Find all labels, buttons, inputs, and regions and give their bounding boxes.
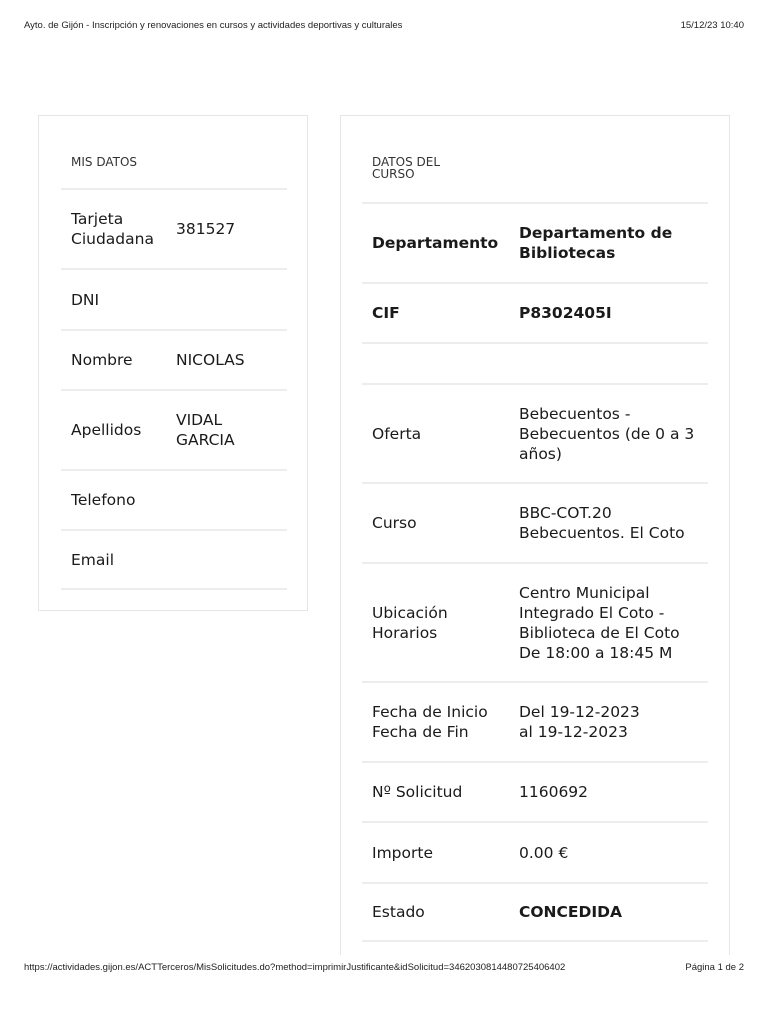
- label-dni: DNI: [71, 290, 100, 309]
- label-email: Email: [71, 550, 115, 569]
- mis-datos-card: [38, 115, 308, 611]
- row-solicitud: [362, 761, 708, 821]
- row-nombre: [61, 329, 287, 389]
- label-oferta: Oferta: [372, 424, 422, 443]
- print-footer-page-number: Página 1 de 2: [685, 962, 744, 973]
- value-estado: CONCEDIDA: [519, 903, 622, 921]
- value-nombre: NICOLAS: [176, 351, 245, 369]
- row-estado: [362, 882, 708, 942]
- row-tarjeta-ciudadana: [61, 188, 287, 268]
- row-dni: [61, 268, 287, 329]
- value-tarjeta-ciudadana: 381527: [176, 220, 236, 238]
- value-apellidos: VIDAL GARCIA: [176, 411, 235, 449]
- print-header: [24, 20, 744, 34]
- datos-curso-rows: [362, 202, 708, 942]
- value-oferta: Bebecuentos - Bebecuentos (de 0 a 3 años): [519, 404, 695, 463]
- label-fechas: Fecha de Inicio Fecha de Fin: [372, 703, 488, 741]
- label-tarjeta-ciudadana: Tarjeta Ciudadana: [71, 210, 154, 248]
- row-telefono: [61, 469, 287, 529]
- value-fechas: Del 19-12-2023 al 19-12-2023: [519, 703, 640, 741]
- datos-curso-card: [340, 115, 730, 955]
- mis-datos-title: MIS DATOS: [71, 155, 138, 169]
- row-curso: [362, 482, 708, 562]
- row-apellidos: [61, 389, 287, 469]
- value-ubicacion-horarios: Centro Municipal Integrado El Coto - Biblioteca de El Coto De 18:00 a 18:45 M: [519, 583, 680, 662]
- print-footer: [24, 962, 744, 976]
- print-header-title: Ayto. de Gijón - Inscripción y renovaciones en cursos y actividades deportivas y culturales: [24, 20, 403, 31]
- datos-curso-title: DATOS DEL CURSO: [372, 155, 441, 181]
- label-telefono: Telefono: [71, 491, 136, 509]
- row-importe: [362, 821, 708, 882]
- label-curso: Curso: [372, 514, 417, 532]
- label-importe: Importe: [372, 843, 433, 862]
- label-ubicacion-horarios: Ubicación Horarios: [372, 603, 448, 642]
- row-fechas: [362, 681, 708, 761]
- row-empty: [362, 342, 708, 383]
- print-footer-url: https://actividades.gijon.es/ACTTerceros/MisSolicitudes.do?method=imprimirJustificante&idSolicitud=3462030814480725406402: [24, 962, 566, 973]
- label-cif: CIF: [372, 304, 400, 322]
- label-nombre: Nombre: [71, 351, 133, 369]
- value-importe: 0.00 €: [519, 843, 569, 862]
- label-estado: Estado: [372, 903, 425, 921]
- row-email: [61, 529, 287, 590]
- label-apellidos: Apellidos: [71, 421, 142, 439]
- label-departamento: Departamento: [372, 234, 499, 252]
- value-curso: BBC-COT.20 Bebecuentos. El Coto: [519, 504, 685, 542]
- label-solicitud: Nº Solicitud: [372, 783, 463, 801]
- value-cif: P8302405I: [519, 304, 612, 322]
- mis-datos-rows: [61, 188, 287, 590]
- row-oferta: [362, 383, 708, 482]
- value-solicitud: 1160692: [519, 783, 589, 801]
- print-header-datetime: 15/12/23 10:40: [680, 20, 744, 31]
- row-cif: [362, 282, 708, 342]
- value-departamento: Departamento de Bibliotecas: [519, 224, 673, 262]
- row-departamento: [362, 202, 708, 282]
- row-ubicacion-horarios: [362, 562, 708, 681]
